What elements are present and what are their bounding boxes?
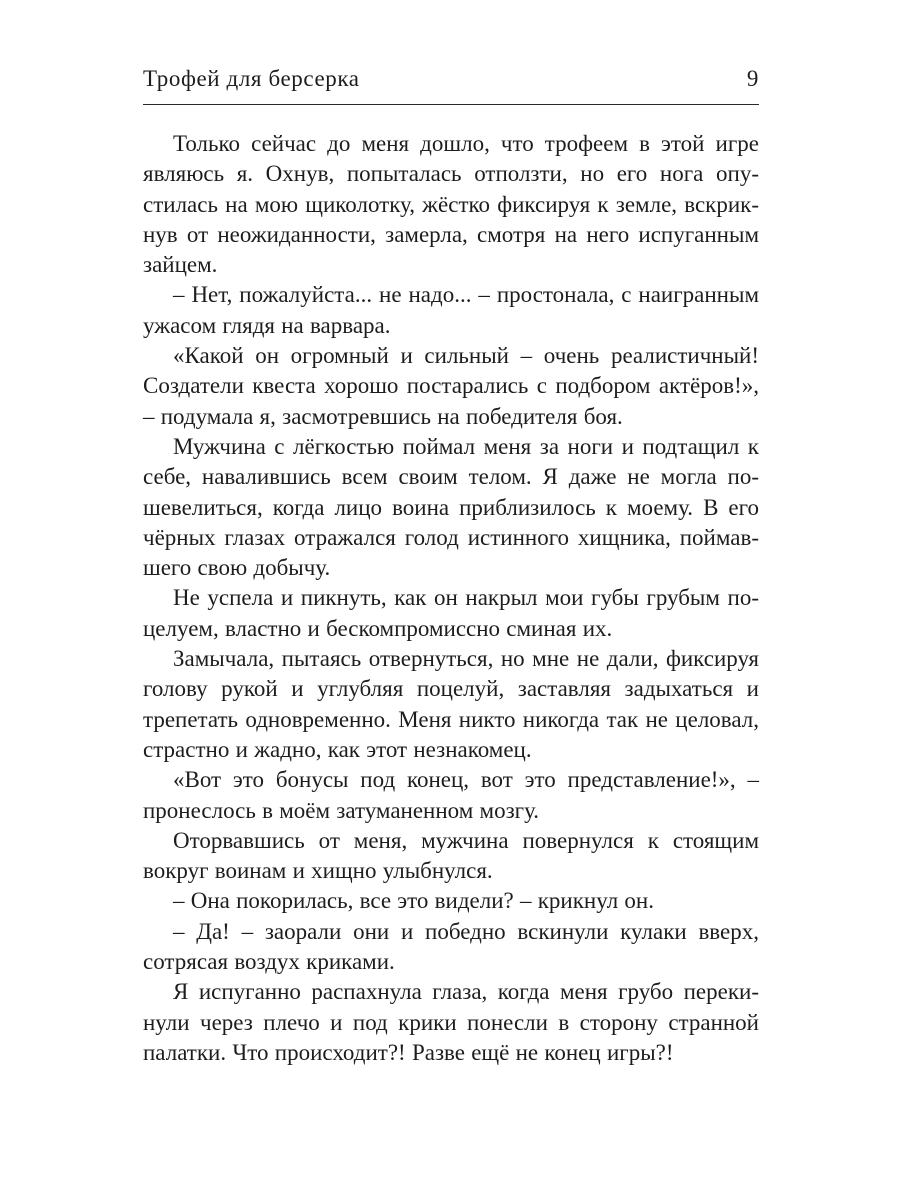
paragraph: Замычала, пытаясь отвернуться, но мне не дали, фиксируя голову рукой и углубляя поцелуй, заставляя задыхаться и трепетать одновременно. Меня никто никогда так не целовал, страстно и жадно, как этот незнакомец. (143, 646, 759, 762)
paragraph: – Да! – заорали они и победно вскинули кулаки вверх, сотрясая воздух криками. (143, 918, 759, 975)
paragraph: Не успела и пикнуть, как он накрыл мои губы грубым поцелуем, властно и бескомпромиссно сминая их. (143, 585, 759, 641)
body-text (143, 129, 759, 1068)
paragraph: «Какой он огромный и сильный – очень реалистичный! Создатели квеста хорошо постарались с подбором актёров!», – подумала я, засмотревшись на победителя боя. (143, 343, 759, 429)
header-rule (143, 104, 759, 105)
paragraph: – Нет, пожалуйста... не надо... – простонала, с наигранным ужасом глядя на варвара. (143, 282, 759, 338)
paragraph: «Вот это бонусы под конец, вот это представление!», – пронеслось в моём затуманенном мозгу. (143, 767, 759, 823)
paragraph: Только сейчас до меня дошло, что трофеем в этой игре являюсь я. Охнув, попыталась отползти, но его нога опустилась на мою щиколотку, жёстко фиксируя к земле, вскрикнув от неожиданности, замерла, смотря на него испуганным зайцем. (143, 131, 759, 278)
running-title: Трофей для берсерка (143, 66, 360, 91)
paragraph: Оторвавшись от меня, мужчина повернулся к стоящим вокруг воинам и хищно улыбнулся. (143, 827, 759, 884)
paragraph: Мужчина с лёгкостью поймал меня за ноги и подтащил к себе, навалившись всем своим телом. Я даже не могла пошевелиться, когда лицо воина приблизилось к моему. В его чёрных глазах отражался голод истинного хищника, поймавшего свою добычу. (143, 433, 759, 581)
running-head (143, 66, 759, 100)
paragraph: – Она покорилась, все это видели? – крикнул он. (173, 888, 654, 914)
paragraph: Я испуганно распахнула глаза, когда меня грубо перекинули через плечо и под крики понесли в сторону странной палатки. Что происходит?! Разве ещё не конец игры?! (143, 979, 759, 1065)
page-number: 9 (746, 66, 759, 91)
